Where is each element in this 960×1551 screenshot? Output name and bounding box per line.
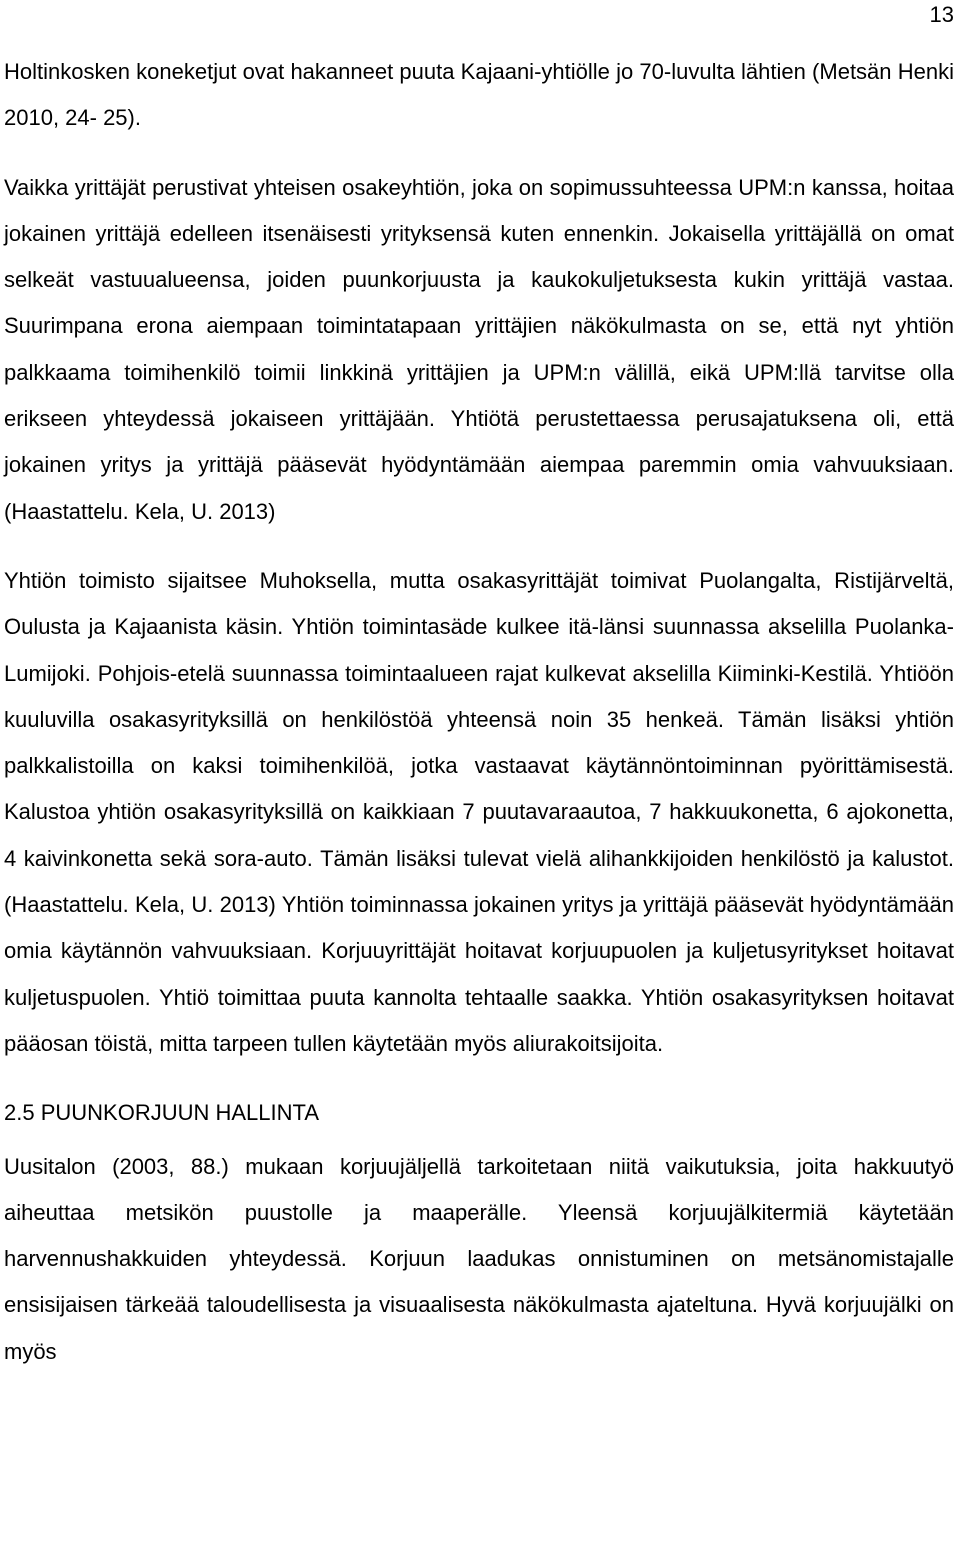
paragraph-yrittajat: Vaikka yrittäjät perustivat yhteisen osakeyhtiön, joka on sopimussuhteessa UPM:n kanssa, hoitaa jokainen yrittäjä edelleen itsenäisesti yrityksensä kuten ennenkin. Jokaisella yrittäjällä on omat selkeät vastuualueensa, joiden puunkorjuusta ja kaukokuljetuksesta kukin yrittäjä vastaa. Suurimpana erona aiempaan toimintatapaan yrittäjien näkökulmasta on se, että nyt yhtiön palkkaama toimihenkilö toimii linkkinä yrittäjien ja UPM:n välillä, eikä UPM:llä tarvitse olla erikseen yhteydessä jokaiseen yrittäjään. Yhtiötä perustettaessa perusajatuksena oli, että jokainen yritys ja yrittäjä pääsevät hyödyntämään aiempaa paremmin omia vahvuuksiaan. (Haastattelu. Kela, U. 2013) [4,174,954,524]
document-body [4,49,954,1375]
paragraph-korjuujalki: Uusitalon (2003, 88.) mukaan korjuujäljellä tarkoitetaan niitä vaikutuksia, joita hakkuutyö aiheuttaa metsikön puustolle ja maaperälle. Yleensä korjuujälkitermiä käytetään harvennushakkuiden yhteydessä. Korjuun laadukas onnistuminen on metsänomistajalle ensisijaisen tärkeää taloudellisesta ja visuaalisesta näkökulmasta ajateltuna. Hyvä korjuujälki on myös [4,1153,954,1364]
paragraph-toimisto: Yhtiön toimisto sijaitsee Muhoksella, mutta osakasyrittäjät toimivat Puolangalta, Ristijärveltä, Oulusta ja Kajaanista käsin. Yhtiön toimintasäde kulkee itä-länsi suunnassa akselilla Puolanka-Lumijoki. Pohjois-etelä suunnassa toimintaalueen rajat kulkevat akselilla Kiiminki-Kestilä. Yhtiöön kuuluvilla osakasyrityksillä on henkilöstöä yhteensä noin 35 henkeä. Tämän lisäksi yhtiön palkkalistoilla on kaksi toimihenkilöä, jotka vastaavat käytännöntoiminnan pyörittämisestä. Kalustoa yhtiön osakasyrityksillä on kaikkiaan 7 puutavaraautoa, 7 hakkuukonetta, 6 ajokonetta, 4 kaivinkonetta sekä sora-auto. Tämän lisäksi tulevat vielä alihankkijoiden henkilöstö ja kalustot. (Haastattelu. Kela, U. 2013) Yhtiön toiminnassa jokainen yritys ja yrittäjä pääsevät hyödyntämään omia käytännön vahvuuksiaan. Korjuuyrittäjät hoitavat korjuupuolen ja kuljetusyritykset hoitavat kuljetuspuolen. Yhtiö toimittaa puuta kannolta tehtaalle saakka. Yhtiön osakasyrityksen hoitavat pääosan töistä, mitta tarpeen tullen käytetään myös aliurakoitsijoita. [4,567,954,1056]
section-heading: 2.5 PUUNKORJUUN HALLINTA [4,1100,319,1126]
page-number: 13 [929,2,954,27]
paragraph-holtinkoski: Holtinkosken koneketjut ovat hakanneet puuta Kajaani-yhtiölle jo 70-luvulta lähtien (Metsän Henki 2010, 24- 25). [4,59,954,131]
